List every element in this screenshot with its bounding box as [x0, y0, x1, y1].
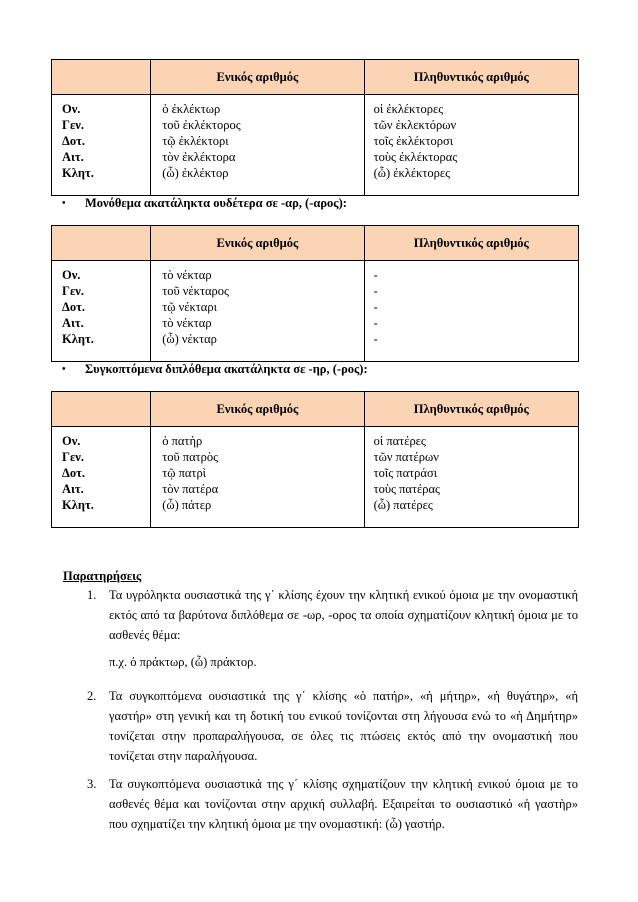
note-2 [87, 686, 578, 766]
singular-form: τοῦ πατρὸς [162, 450, 219, 464]
case-label: Κλητ. [62, 166, 94, 180]
case-label: Ον. [62, 102, 81, 116]
case-label: Αιτ. [62, 316, 84, 330]
singular-column [151, 427, 364, 528]
plural-form: - [373, 284, 378, 298]
header-singular: Ενικός αριθμός [151, 60, 364, 95]
header-singular: Ενικός αριθμός [151, 226, 364, 261]
section-heading-text: Συγκοπτόμενα διπλόθεμα ακατάληκτα σε -ηρ, (-ρος): [85, 362, 368, 376]
header-empty-cell [52, 226, 151, 261]
plural-form: τοὺς ἐκλέκτορας [373, 150, 458, 164]
case-label: Δοτ. [62, 300, 85, 314]
bullet-marker: • [62, 364, 66, 375]
note-text: Τα συγκοπτόμενα ουσιαστικά της γ΄ κλίσης «ὁ πατήρ», «ἡ μήτηρ», «ἡ θυγάτηρ», «ἡ γαστήρ» στη γενική και τη δοτική του ενικού τονίζονται στη λήγουσα ενώ το «ἡ Δημήτηρ» τονίζεται στην προπαραλήγουσα, σε όλες τις πτώσεις εκτός από την ονομαστική που τονίζεται στην παραλήγουσα. [109, 689, 578, 763]
cases-column [52, 261, 151, 362]
singular-column [151, 261, 364, 362]
singular-form: (ὦ) πάτερ [162, 498, 212, 512]
case-label: Ον. [62, 434, 81, 448]
header-plural: Πληθυντικός αριθμός [364, 392, 578, 427]
table-body-row [52, 261, 579, 362]
singular-form: τὸν ἐκλέκτορα [162, 150, 236, 164]
case-label: Γεν. [62, 284, 85, 298]
case-label: Αιτ. [62, 150, 84, 164]
singular-form: ὁ ἐκλέκτωρ [162, 102, 221, 116]
table-header-row [52, 60, 579, 95]
plural-form: - [373, 268, 378, 282]
header-empty-cell [52, 392, 151, 427]
cases-column [52, 427, 151, 528]
singular-form: τοῦ νέκταρος [162, 284, 229, 298]
plural-form: τῶν ἐκλεκτόρων [373, 118, 457, 132]
singular-form: τῷ ἐκλέκτορι [162, 134, 229, 148]
declension-table-2 [51, 225, 579, 362]
note-number: 1. [87, 588, 97, 602]
case-label: Δοτ. [62, 134, 85, 148]
header-singular: Ενικός αριθμός [151, 392, 364, 427]
plural-form: οἱ πατέρες [373, 434, 426, 448]
singular-column [151, 95, 364, 196]
case-label: Κλητ. [62, 332, 94, 346]
notes-title: Παρατηρήσεις [63, 569, 142, 583]
plural-form: τῶν πατέρων [373, 450, 439, 464]
plural-form: (ὦ) ἐκλέκτορες [373, 166, 451, 180]
case-label: Γεν. [62, 450, 85, 464]
plural-form: - [373, 316, 378, 330]
section-heading-syncopated [62, 362, 368, 377]
note-text: Τα συγκοπτόμενα ουσιαστικά της γ΄ κλίσης σχηματίζουν την κλητική ενικού όμοια με το ασθενές θέμα και τονίζονται στην αρχική συλλαβή. Εξαιρείται το ουσιαστικό «ἡ γαστὴρ» που σχηματίζει την κλητική όμοια με την ονομαστική: (ὦ) γαστήρ. [109, 777, 578, 831]
note-number: 2. [87, 689, 97, 703]
table-header-row [52, 392, 579, 427]
note-text: Τα υγρόληκτα ουσιαστικά της γ΄ κλίσης έχουν την κλητική ενικού όμοια με την ονομαστική εκτός από τα βαρύτονα διπλόθεμα σε -ωρ, -ορος τα οποία σχηματίζουν κλητική όμοια με το ασθενές θέμα: [109, 588, 578, 642]
table-header-row [52, 226, 579, 261]
plural-form: τοῖς ἐκλέκτορσι [373, 134, 454, 148]
plural-form: (ὦ) πατέρες [373, 498, 433, 512]
note-3 [87, 774, 578, 834]
note-1 [87, 585, 578, 645]
plural-form: οἱ ἐκλέκτορες [373, 102, 444, 116]
singular-form: τοῦ ἐκλέκτορος [162, 118, 241, 132]
plural-form: - [373, 300, 378, 314]
section-heading-text: Μονόθεμα ακατάληκτα ουδέτερα σε -αρ, (-αρος): [85, 196, 347, 210]
singular-form: τῷ πατρὶ [162, 466, 207, 480]
table-body-row [52, 95, 579, 196]
cases-column [52, 95, 151, 196]
case-label: Γεν. [62, 118, 85, 132]
singular-form: (ὦ) ἐκλέκτορ [162, 166, 229, 180]
singular-form: τὸν πατέρα [162, 482, 219, 496]
singular-form: τὸ νέκταρ [162, 316, 212, 330]
header-plural: Πληθυντικός αριθμός [364, 226, 578, 261]
section-heading-neuter [62, 196, 347, 211]
table-body-row [52, 427, 579, 528]
declension-table-3 [51, 391, 579, 528]
case-label: Ον. [62, 268, 81, 282]
declension-table-1 [51, 59, 579, 196]
header-plural: Πληθυντικός αριθμός [364, 60, 578, 95]
plural-column [364, 95, 578, 196]
case-label: Κλητ. [62, 498, 94, 512]
bullet-marker: • [62, 198, 66, 209]
header-empty-cell [52, 60, 151, 95]
case-label: Δοτ. [62, 466, 85, 480]
plural-column [364, 427, 578, 528]
plural-form: τοῖς πατράσι [373, 466, 438, 480]
singular-form: τῷ νέκταρι [162, 300, 217, 314]
singular-form: τὸ νέκταρ [162, 268, 212, 282]
singular-form: (ὦ) νέκταρ [162, 332, 217, 346]
note-1-example: π.χ. ὁ πράκτωρ, (ὦ) πράκτορ. [109, 655, 257, 669]
plural-form: - [373, 332, 378, 346]
note-number: 3. [87, 777, 97, 791]
plural-column [364, 261, 578, 362]
singular-form: ὁ πατὴρ [162, 434, 203, 448]
plural-form: τοὺς πατέρας [373, 482, 440, 496]
case-label: Αιτ. [62, 482, 84, 496]
